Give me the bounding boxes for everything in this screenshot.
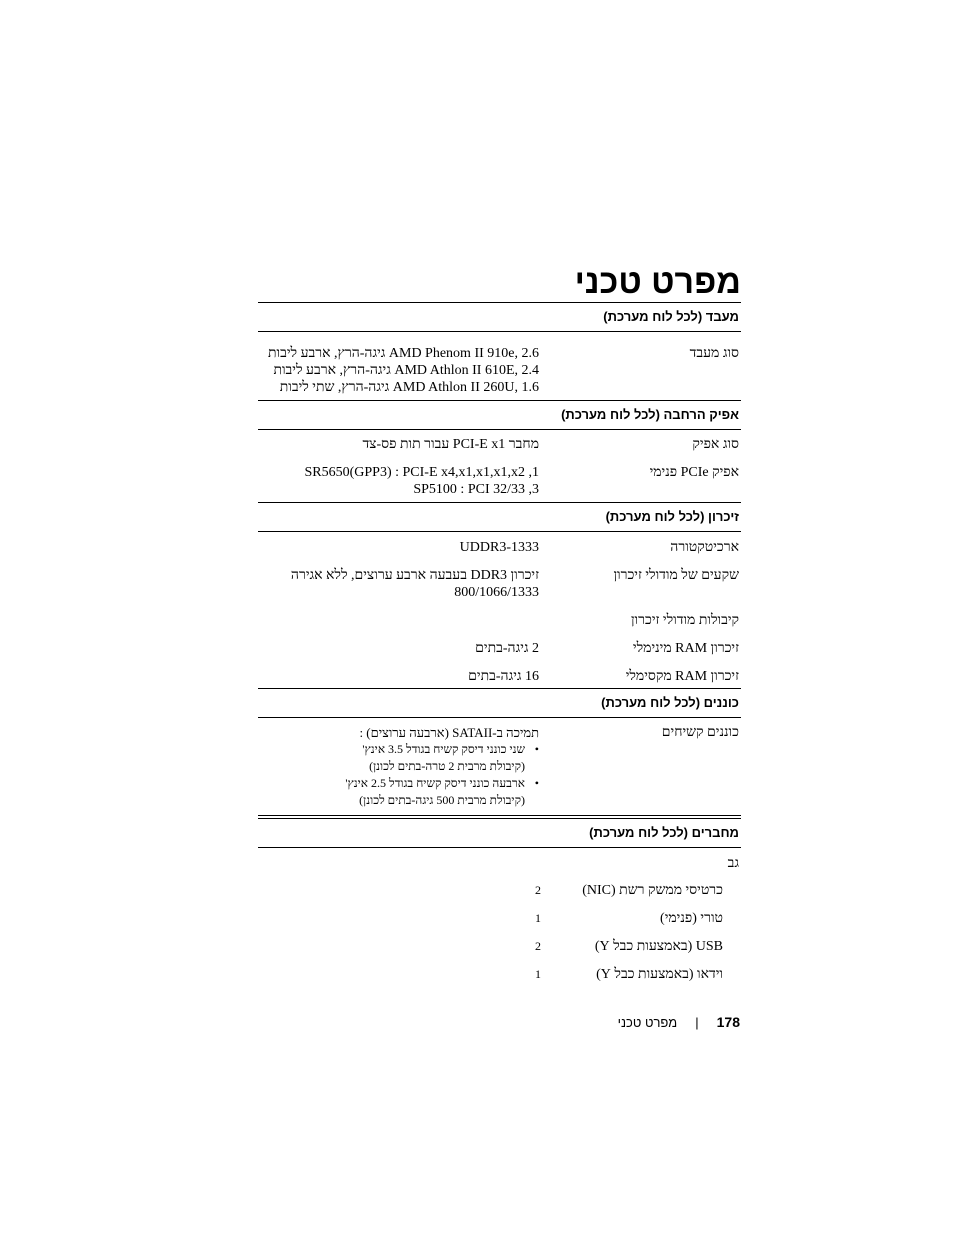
spec-row-max-ram xyxy=(258,661,741,689)
spec-value: 2 xyxy=(535,883,541,897)
spec-row-hard-drives xyxy=(258,718,741,816)
spec-value-line: 2 גיגה-בתים xyxy=(475,641,539,656)
spec-label: זיכרון RAM מקסימלי xyxy=(625,669,739,684)
page-footer xyxy=(540,1014,740,1030)
spec-value: 1 xyxy=(535,967,541,981)
bullet-item xyxy=(259,741,539,775)
spec-sublabel-back xyxy=(258,848,741,876)
spec-label: סוג מעבד xyxy=(689,346,739,361)
spec-value-line: זיכרון DDR3 בעבעה ארבע ערוצים, ללא אגירה xyxy=(290,568,539,583)
spec-label: וידאו (באמצעות כבל Y) xyxy=(596,967,723,982)
spec-value-line: AMD Athlon II 610E, 2.4 גיגה-הרץ, ארבע ליבות xyxy=(273,363,539,378)
spec-value xyxy=(259,724,539,809)
spec-value xyxy=(259,345,539,396)
spec-value-line: 1, SR5650(GPP3) : PCI-E x4,x1,x1,x1,x2 xyxy=(304,465,539,480)
page-title: מפרט טכני xyxy=(574,263,741,301)
spec-value xyxy=(259,436,539,453)
spec-row-min-ram xyxy=(258,633,741,661)
spec-label: זיכרון RAM מינימלי xyxy=(632,641,739,656)
bullet-line: (קיבולת מרבית 500 גיגה-בתים לכונן) xyxy=(359,793,525,807)
bullet-line: • שני כונני דיסק קשיח בגודל 3.5 אינץ' xyxy=(362,742,525,756)
spec-value-line: 3, SP5100 : PCI 32/33 xyxy=(413,482,539,497)
spec-value-line: מחבר PCI-E x1 עבור תות פס-צד xyxy=(362,437,539,452)
spec-value: 2 xyxy=(535,939,541,953)
footer-separator: | xyxy=(695,1015,699,1030)
spec-label: סוג אפיק xyxy=(692,437,739,452)
spec-page xyxy=(258,262,741,988)
spec-row-processor-type xyxy=(258,332,741,401)
spec-value-line: UDDR3-1333 xyxy=(459,540,539,555)
spec-label: USB (באמצעות כבל Y) xyxy=(594,939,723,954)
spec-value-line: תמיכה ב-SATAII (ארבעה ערוצים) : xyxy=(359,725,539,740)
spec-label: אפיק PCIe פנימי xyxy=(649,465,739,480)
section-heading-expansion-bus: אפיק הרחבה (לכל לוח מערכת) xyxy=(258,401,741,430)
footer-label: מפרט טכני xyxy=(617,1015,678,1030)
spec-value-line: 800/1066/1333 xyxy=(454,585,539,600)
section-heading-connectors: מחברים (לכל לוח מערכת) xyxy=(258,818,741,848)
spec-row-serial xyxy=(258,904,741,932)
spec-label: כוננים קשיחים xyxy=(661,725,739,740)
spec-row-video xyxy=(258,960,741,988)
spec-row-nic xyxy=(258,876,741,904)
spec-row-bus-type xyxy=(258,430,741,458)
section-heading-drives: כוננים (לכל לוח מערכת) xyxy=(258,689,741,718)
page-number: 178 xyxy=(716,1014,740,1030)
spec-value: 1 xyxy=(535,911,541,925)
spec-label: כרטיסי ממשק רשת (NIC) xyxy=(582,883,723,898)
spec-label: קיבולות מודולי זיכרון xyxy=(630,613,739,628)
spec-value-line: AMD Phenom II 910e, 2.6 גיגה-הרץ, ארבע ליבות xyxy=(268,346,539,361)
spec-row-architecture xyxy=(258,532,741,560)
spec-value xyxy=(259,464,539,498)
spec-label: שקעים של מודולי זיכרון xyxy=(613,568,739,583)
spec-label: גב xyxy=(727,856,739,871)
spec-value-line: AMD Athlon II 260U, 1.6 גיגה-הרץ, שתי ליבות xyxy=(279,380,539,395)
bullet-line: (קיבולת מרבית 2 טרה-בתים לכונן) xyxy=(369,759,525,773)
spec-value xyxy=(259,567,539,601)
spec-row-usb xyxy=(258,932,741,960)
spec-value xyxy=(259,668,539,685)
spec-row-internal-pcie xyxy=(258,458,741,503)
spec-label: ארכיטקטורה xyxy=(670,540,739,555)
spec-row-module-capacities xyxy=(258,605,741,633)
bullet-item xyxy=(259,775,539,809)
spec-value xyxy=(259,539,539,556)
bullet-line: • ארבעה כונני דיסק קשיח בגודל 2.5 אינץ' xyxy=(345,776,525,790)
spec-label: טורי (פנימי) xyxy=(660,911,723,926)
spec-value xyxy=(259,640,539,657)
section-heading-memory: זיכרון (לכל לוח מערכת) xyxy=(258,503,741,532)
spec-row-memory-sockets xyxy=(258,560,741,605)
spec-value-line: 16 גיגה-בתים xyxy=(468,669,539,684)
section-heading-processor: מעבד (לכל לוח מערכת) xyxy=(258,302,741,332)
